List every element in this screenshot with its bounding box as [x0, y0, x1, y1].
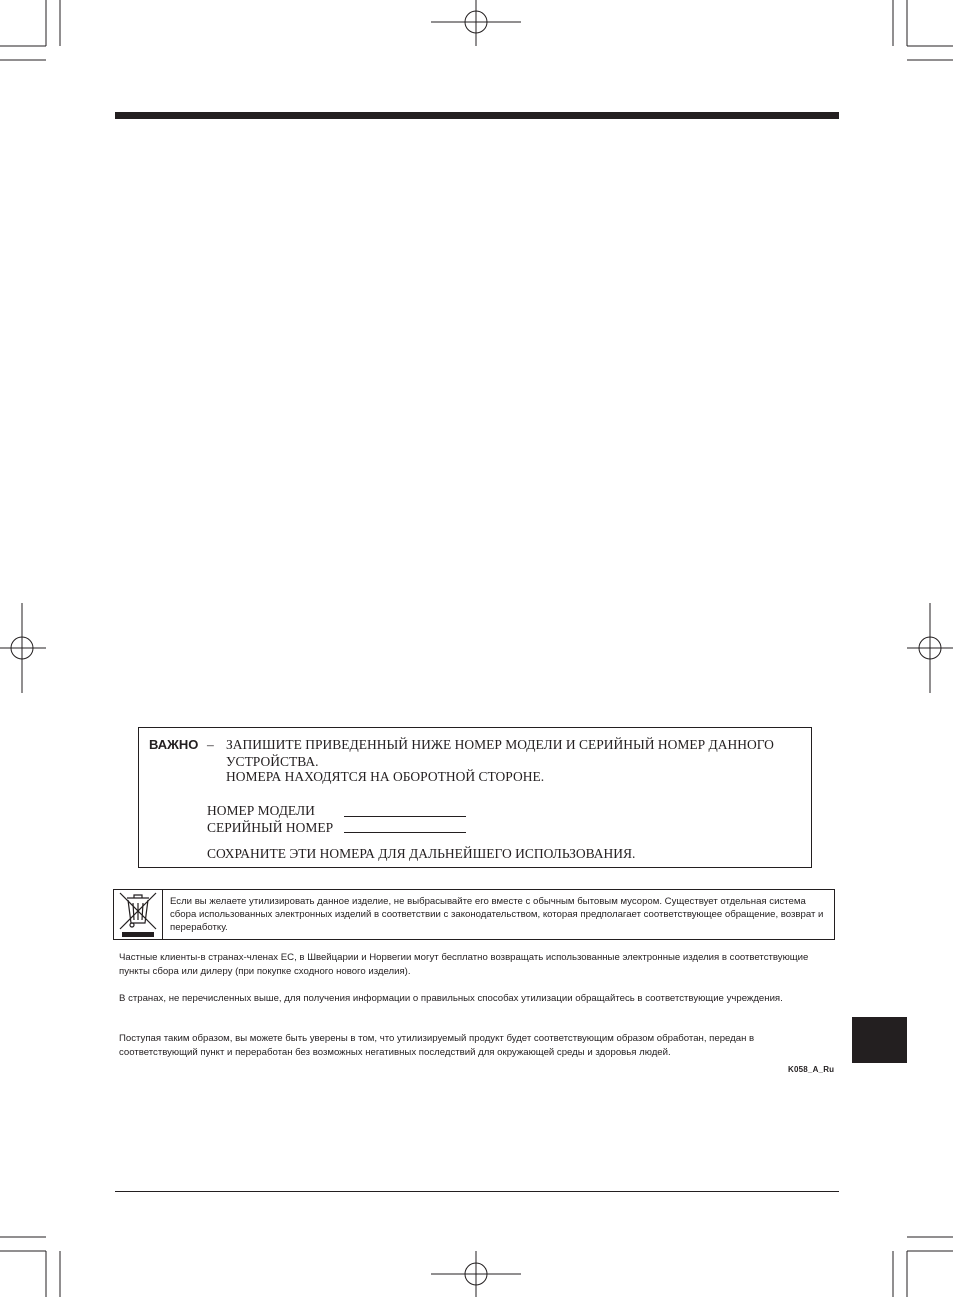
important-instruction: ЗАПИШИТЕ ПРИВЕДЕННЫЙ НИЖЕ НОМЕР МОДЕЛИ И СЕРИЙНЫЙ НОМЕР ДАННОГО УСТРОЙСТВА.: [226, 737, 774, 769]
disposal-paragraph-eu: Частные клиенты-в странах-членах ЕС, в Швейцарии и Норвегии могут бесплатно возвращать использованные электронные изделия в соответствующие пункты сбора или дилеру (при покупке сходного нового изделия).: [119, 952, 809, 977]
important-record-box: [138, 727, 812, 868]
model-number-label: НОМЕР МОДЕЛИ: [207, 803, 315, 818]
crossed-out-wheelie-bin-icon: [114, 890, 162, 939]
important-label: ВАЖНО: [149, 737, 199, 752]
thumb-index-tab: [852, 1017, 907, 1063]
keep-numbers-note: СОХРАНИТЕ ЭТИ НОМЕРА ДЛЯ ДАЛЬНЕЙШЕГО ИСПОЛЬЗОВАНИЯ.: [207, 846, 636, 861]
important-location-note: НОМЕРА НАХОДЯТСЯ НА ОБОРОТНОЙ СТОРОНЕ.: [226, 769, 545, 784]
footer-rule: [115, 1191, 839, 1192]
disposal-boxed-text: Если вы желаете утилизировать данное изделие, не выбрасывайте его вместе с обычным бытовым мусором. Существует отдельная система сбора использованных электронных изделий в соответствии с законодательством, которая предполагает соответствующее обращение, возврат и переработку.: [170, 896, 824, 934]
disposal-icon-divider: [162, 890, 163, 939]
disposal-paragraph-benefits: Поступая таким образом, вы можете быть уверены в том, что утилизируемый продукт будет соответствующим образом обработан, передан в соответствующий пункт и переработан без возможных негативных последствий для окружающей среды и здоровья людей.: [119, 1033, 755, 1058]
disposal-notice-box: [113, 889, 835, 940]
disposal-paragraph-other-countries: В странах, не перечисленных выше, для получения информации о правильных способах утилизации обращайтесь в соответствующие учреждения.: [119, 993, 783, 1004]
header-rule: [115, 112, 839, 119]
reference-code: K058_A_Ru: [788, 1065, 835, 1074]
serial-number-label: СЕРИЙНЫЙ НОМЕР: [207, 820, 334, 835]
important-dash: –: [207, 737, 214, 752]
model-number-field[interactable]: [344, 816, 466, 817]
serial-number-field[interactable]: [344, 832, 466, 833]
